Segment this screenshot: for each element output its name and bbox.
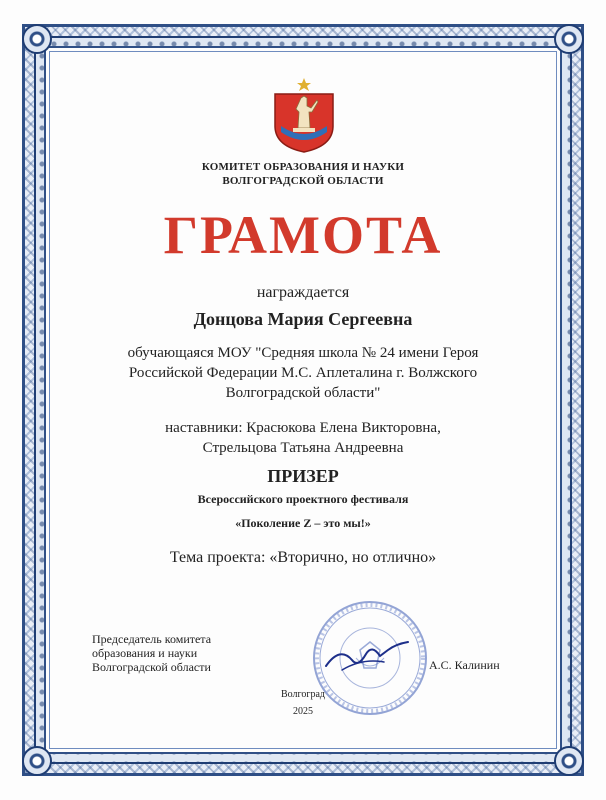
festival-line-1: Всероссийского проектного фестиваля — [197, 492, 409, 506]
certificate-title: ГРАМОТА — [163, 205, 443, 265]
chair-title-line1: Председатель комитета — [92, 632, 212, 646]
recipient-name: Донцова Мария Сергеевна — [193, 309, 413, 329]
handwritten-signature-icon — [322, 636, 412, 676]
school-line-1: обучающаяся МОУ "Средняя школа № 24 имени Героя — [127, 345, 479, 361]
place: Волгоград — [280, 689, 325, 700]
mentors-line-2: Стрельцова Татьяна Андреевна — [202, 440, 404, 456]
project-topic: Тема проекта: «Вторично, но отлично» — [169, 549, 437, 566]
awarded-text: награждается — [256, 284, 350, 301]
volgograd-region-coat-of-arms-icon — [271, 76, 337, 154]
signer-name: А.С. Калинин — [429, 658, 500, 672]
mentors-line-1: наставники: Красюкова Елена Викторовна, — [165, 420, 441, 436]
chair-title — [92, 632, 211, 674]
chair-title-line2: образования и науки — [92, 646, 198, 660]
committee-name-line2: ВОЛГОГРАДСКОЙ ОБЛАСТИ — [222, 175, 384, 187]
festival-line-2: «Поколение Z – это мы!» — [235, 516, 371, 530]
prize-title: ПРИЗЕР — [267, 466, 339, 486]
committee-name-line1: КОМИТЕТ ОБРАЗОВАНИЯ И НАУКИ — [201, 161, 405, 173]
year: 2025 — [293, 706, 313, 717]
school-line-3: Волгоградской области" — [225, 385, 381, 401]
chair-title-line3: Волгоградской области — [92, 660, 211, 674]
school-line-2: Российской Федерации М.С. Аплеталина г. Волжского — [128, 365, 478, 381]
